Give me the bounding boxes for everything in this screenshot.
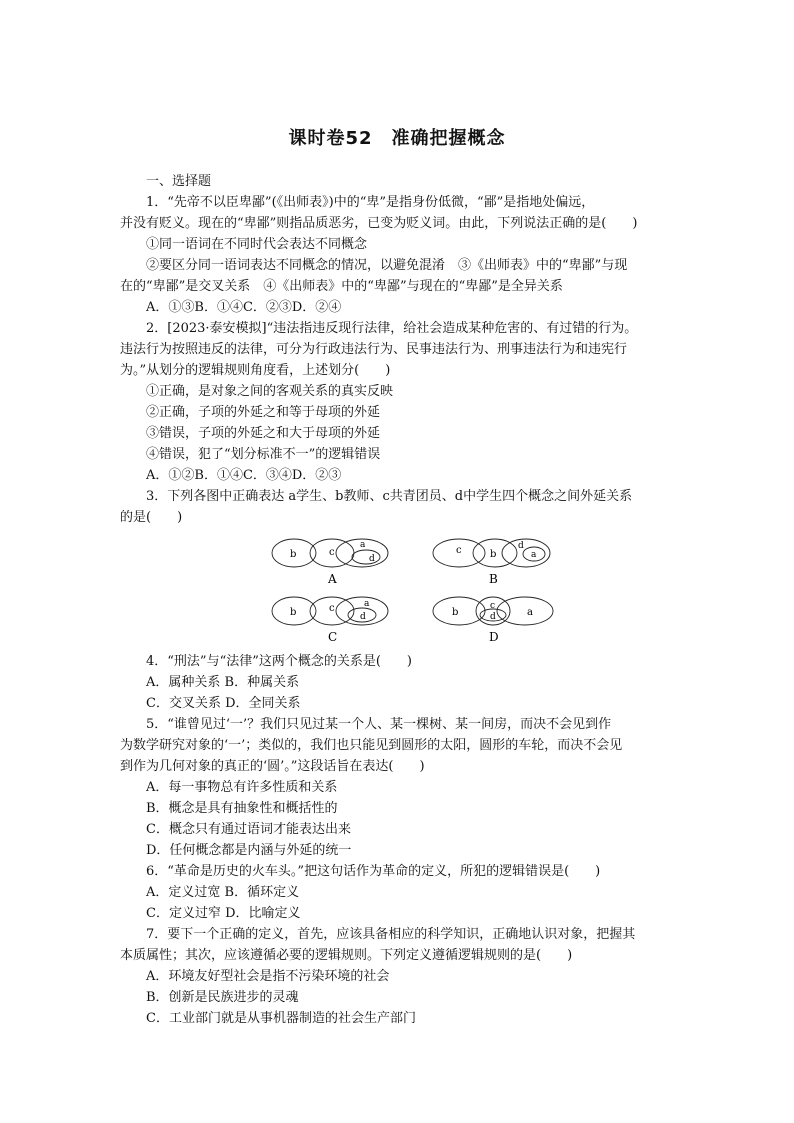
label-a: a xyxy=(531,550,537,560)
section-heading: 一、选择题 xyxy=(146,174,212,189)
q5-option-c: C．概念只有通过语词才能表达出来 xyxy=(146,822,351,837)
label-b: b xyxy=(452,607,459,618)
label-c: c xyxy=(490,601,496,611)
q3-stem-line2: 的是( ) xyxy=(120,510,183,525)
q4-stem: 4．“刑法”与“法律”这两个概念的关系是( ) xyxy=(146,654,412,669)
q4-options-row2: C．交叉关系 D．全同关系 xyxy=(146,696,301,711)
ellipse-d xyxy=(352,550,380,564)
q5-option-b: B．概念是具有抽象性和概括性的 xyxy=(146,801,338,816)
venn-diagram-a xyxy=(272,536,392,590)
q1-stem-line2: 并没有贬义。现在的“卑鄙”则指品质恶劣，已变为贬义词。由此，下列说法正确的是( ) xyxy=(120,216,638,231)
label-b: b xyxy=(290,607,297,618)
q7-option-b: B．创新是民族进步的灵魂 xyxy=(146,990,299,1005)
label-c: c xyxy=(456,545,462,556)
venn-diagram-d xyxy=(433,594,553,648)
q1-options: A．①③B．①④C．②③D．②④ xyxy=(146,300,342,315)
q5-stem-line1: 5．“谁曾见过‘一’？我们只见过某一个人、某一棵树、某一间房，而决不会见到作 xyxy=(146,717,612,732)
diagram-label-d: D xyxy=(489,630,499,644)
q1-stem-line1: 1．“先帝不以臣卑鄙”(《出师表》)中的“卑”是指身份低微，“鄙”是指地处偏远， xyxy=(146,195,595,210)
page-title: 课时卷52 准确把握概念 xyxy=(288,128,506,149)
q6-options-row2: C．定义过窄 D．比喻定义 xyxy=(146,906,301,921)
label-d: d xyxy=(518,541,524,551)
q2-stem-line3: 为。”从划分的逻辑规则角度看，上述划分( ) xyxy=(120,363,391,378)
q1-statement-3: 在的“卑鄙”是交叉关系 ④《出师表》中的“卑鄙”与现在的“卑鄙”是全异关系 xyxy=(120,279,563,294)
q2-statement-4: ④错误，犯了“划分标准不一”的逻辑错误 xyxy=(146,447,381,462)
label-a: a xyxy=(360,540,366,550)
q1-statement-2: ②要区分同一语词表达不同概念的情况，以避免混淆 ③《出师表》中的“卑鄙”与现 xyxy=(146,258,628,273)
label-c: c xyxy=(329,603,335,614)
ellipse-b xyxy=(433,597,485,625)
q5-option-d: D．任何概念都是内涵与外延的统一 xyxy=(146,843,352,858)
label-b: b xyxy=(290,549,297,560)
q5-stem-line3: 到作为几何对象的真正的‘圆’。”这段话旨在表达( ) xyxy=(120,759,425,774)
label-d: d xyxy=(360,612,366,622)
q6-stem: 6．“革命是历史的火车头。”把这句话作为革命的定义，所犯的逻辑错误是( ) xyxy=(146,864,601,879)
q2-stem-line1: 2．[2023·泰安模拟]“违法指违反现行法律，给社会造成某种危害的、有过错的行为。 xyxy=(146,321,638,336)
q7-stem-line1: 7．要下一个正确的定义，首先，应该具备相应的科学知识，正确地认识对象，把握其 xyxy=(146,927,636,942)
q2-statement-1: ①正确，是对象之间的客观关系的真实反映 xyxy=(146,384,394,399)
q3-stem-line1: 3．下列各图中正确表达 a学生、b教师、c共青团员、d中学生四个概念之间外延关系 xyxy=(146,489,633,504)
q5-option-a: A．每一事物总有许多性质和关系 xyxy=(146,780,338,795)
label-a: a xyxy=(527,607,533,618)
label-c: c xyxy=(329,547,335,558)
q2-stem-line2: 违法行为按照违反的法律，可分为行政违法行为、民事违法行为、刑事违法行为和违宪行 xyxy=(120,342,628,357)
venn-diagram-b xyxy=(433,536,553,590)
diagram-label-a: A xyxy=(328,572,337,586)
q2-options: A．①②B．①④C．③④D．②③ xyxy=(146,468,342,483)
q5-stem-line2: 为数学研究对象的‘一’；类似的，我们也只能见到圆形的太阳，圆形的车轮，而决不会见 xyxy=(120,738,623,753)
q2-statement-3: ③错误，子项的外延之和大于母项的外延 xyxy=(146,426,381,441)
ellipse-d xyxy=(502,539,550,567)
diagram-label-c: C xyxy=(328,630,338,644)
label-a: a xyxy=(364,599,370,609)
q4-options-row1: A．属种关系 B．种属关系 xyxy=(146,675,300,690)
q7-option-a: A．环境友好型社会是指不污染环境的社会 xyxy=(146,969,390,984)
q1-statement-1: ①同一语词在不同时代会表达不同概念 xyxy=(146,237,368,252)
venn-diagram-c xyxy=(272,594,392,648)
q7-stem-line2: 本质属性；其次，应该遵循必要的逻辑规则。下列定义遵循逻辑规则的是( ) xyxy=(120,948,573,963)
diagram-label-b: B xyxy=(489,572,498,586)
q2-statement-2: ②正确，子项的外延之和等于母项的外延 xyxy=(146,405,381,420)
ellipse-a xyxy=(497,597,553,625)
label-d: d xyxy=(490,612,496,622)
q7-option-c: C．工业部门就是从事机器制造的社会生产部门 xyxy=(146,1011,416,1026)
q6-options-row1: A．定义过宽 B．循环定义 xyxy=(146,885,300,900)
label-d: d xyxy=(369,554,375,564)
label-b: b xyxy=(490,549,497,560)
